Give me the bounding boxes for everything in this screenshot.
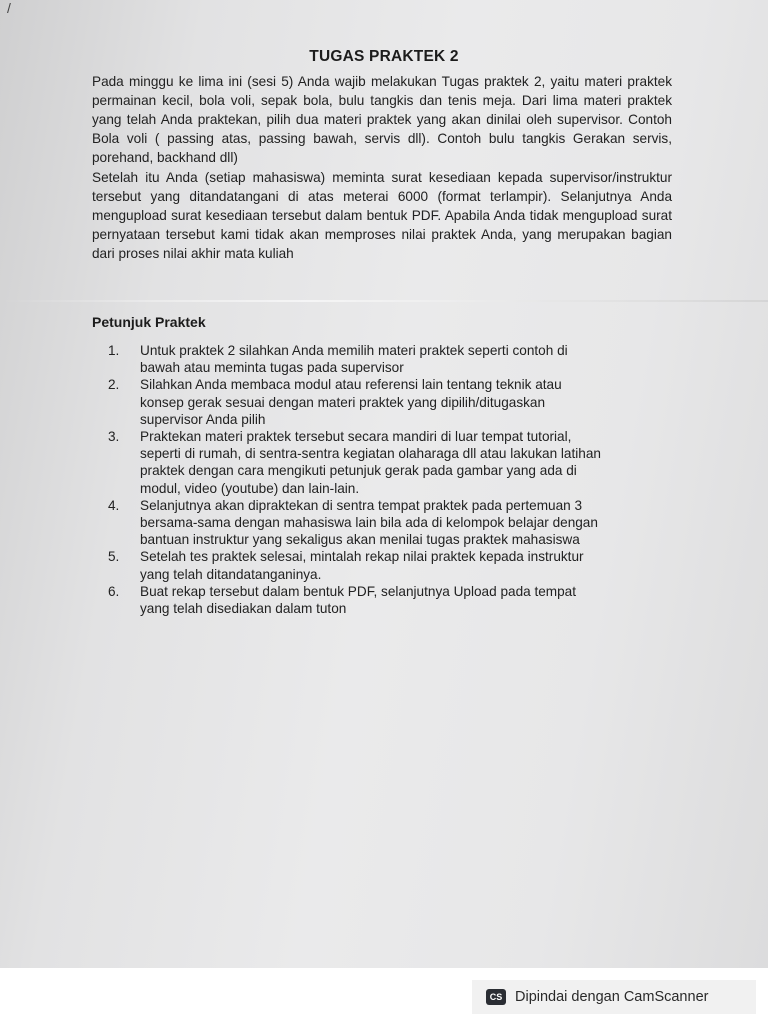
list-item-number: 3. [108,429,120,445]
list-item-number: 6. [108,583,120,599]
instruction-paragraph: Setelah itu Anda (setiap mahasiswa) meminta surat kesediaan kepada supervisor/instruktur tersebut yang ditandatangani di atas meterai 6000 (format terlampir). Selanjutnya Anda mengupload surat kesediaan tersebut dalam bentuk PDF. Apabila Anda tidak mengupload surat pernyataan tersebut kami tidak akan memproses nilai praktek Anda, yang merupakan bagian dari proses nilai akhir mata kuliah [92,170,672,261]
list-item [108,548,608,582]
paper-crease [0,300,768,302]
intro-paragraph: Pada minggu ke lima ini (sesi 5) Anda wajib melakukan Tugas praktek 2, yaitu materi praktek permainan kecil, bola voli, sepak bola, bulu tangkis dan tenis meja. Dari lima materi praktek yang telah Anda praktekan, pilih dua materi praktek yang akan dinilai oleh supervisor. Contoh Bola voli ( passing atas, passing bawah, servis dll). Contoh bulu tangkis Gerakan servis, porehand, backhand dll) [92,74,672,165]
list-item-number: 4. [108,497,120,513]
camscanner-label: Dipindai dengan CamScanner [515,989,709,1005]
pen-tick-mark: / [7,0,11,16]
list-item [108,428,608,497]
camscanner-logo-icon: CS [486,989,506,1005]
document-title: TUGAS PRAKTEK 2 [309,48,459,65]
list-item-text: Silahkan Anda membaca modul atau referensi lain tentang teknik atau konsep gerak sesuai dengan materi praktek yang dipilih/ditugaskan supervisor Anda pilih [140,377,562,427]
list-item [108,342,608,376]
list-item-text: Buat rekap tersebut dalam bentuk PDF, selanjutnya Upload pada tempat yang telah disediakan dalam tuton [140,583,577,617]
list-item-number: 2. [108,377,120,393]
list-item-text: Praktekan materi praktek tersebut secara mandiri di luar tempat tutorial, seperti di rumah, di sentra-sentra kegiatan olaharaga dll atau lakukan latihan praktek dengan cara mengikuti petunjuk gerak pada gambar yang ada di modul, video (youtube) dan lain-lain. [140,429,601,496]
list-item-text: Setelah tes praktek selesai, mintalah rekap nilai praktek kepada instruktur yang telah ditandatanganinya. [140,549,584,582]
list-item-text: Untuk praktek 2 silahkan Anda memilih materi praktek seperti contoh di bawah atau meminta tugas pada supervisor [140,343,568,376]
list-item-number: 1. [108,343,120,358]
list-item [108,497,608,549]
section-heading: Petunjuk Praktek [92,314,206,330]
camscanner-watermark [472,980,756,1014]
steps-list [108,342,608,617]
list-item-text: Selanjutnya akan dipraktekan di sentra tempat praktek pada pertemuan 3 bersama-sama dengan mahasiswa lain bila ada di kelompok belajar dengan bantuan instruktur yang sekaligus akan menilai tugas praktek mahasiswa [140,497,598,548]
list-item-number: 5. [108,549,120,565]
list-item [108,376,608,428]
list-item [108,583,608,617]
